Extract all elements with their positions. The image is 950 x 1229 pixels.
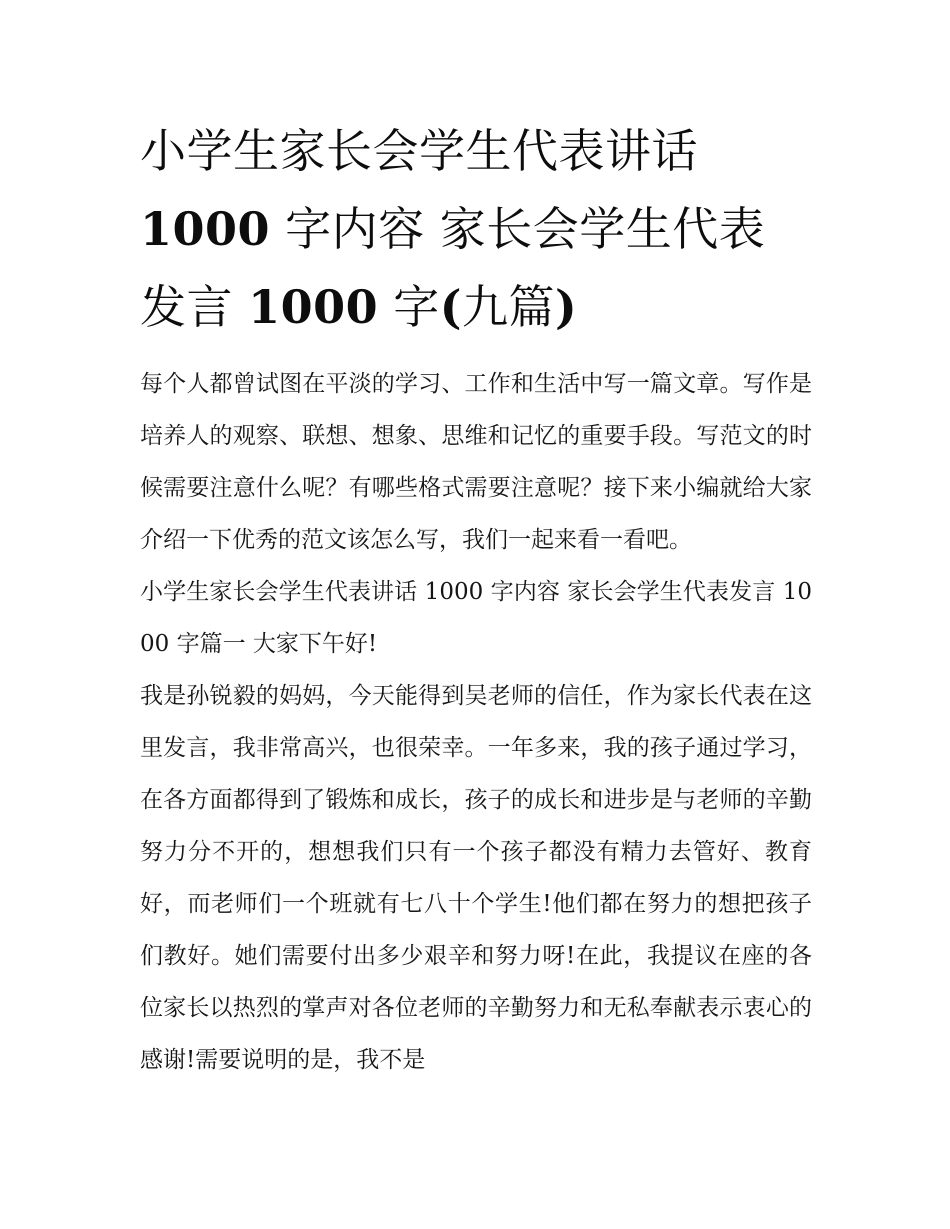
speech-paragraph: 我是孙锐毅的妈妈，今天能得到吴老师的信任，作为家长代表在这里发言，我非常高兴，也很荣幸。一年多来，我的孩子通过学习，在各方面都得到了锻炼和成长，孩子的成长和进步是与老师的辛勤努力分不开的，想想我们只有一个孩子都没有精力去管好、教育好，而老师们一个班就有七八十个学生!他们都在努力的想把孩子们教好。她们需要付出多少艰辛和努力呀!在此，我提议在座的各位家长以热烈的掌声对各位老师的辛勤努力和无私奉献表示衷心的感谢!需要说明的是，我不是 <box>140 683 812 1073</box>
section-heading-paragraph: 小学生家长会学生代表讲话 1000 字内容 家长会学生代表发言 1000 字篇一 大家下午好! <box>140 579 812 657</box>
document-content <box>140 112 812 1086</box>
title-line-2: 1000 字内容 家长会学生代表 <box>140 202 766 256</box>
intro-paragraph: 每个人都曾试图在平淡的学习、工作和生活中写一篇文章。写作是培养人的观察、联想、想象、思维和记忆的重要手段。写范文的时候需要注意什么呢？有哪些格式需要注意呢？接下来小编就给大家介绍一下优秀的范文该怎么写，我们一起来看一看吧。 <box>140 371 812 553</box>
title-line-3: 发言 1000 字(九篇) <box>140 280 578 334</box>
document-title <box>140 112 812 346</box>
title-line-1: 小学生家长会学生代表讲话 <box>140 124 698 178</box>
document-body <box>140 358 812 1086</box>
